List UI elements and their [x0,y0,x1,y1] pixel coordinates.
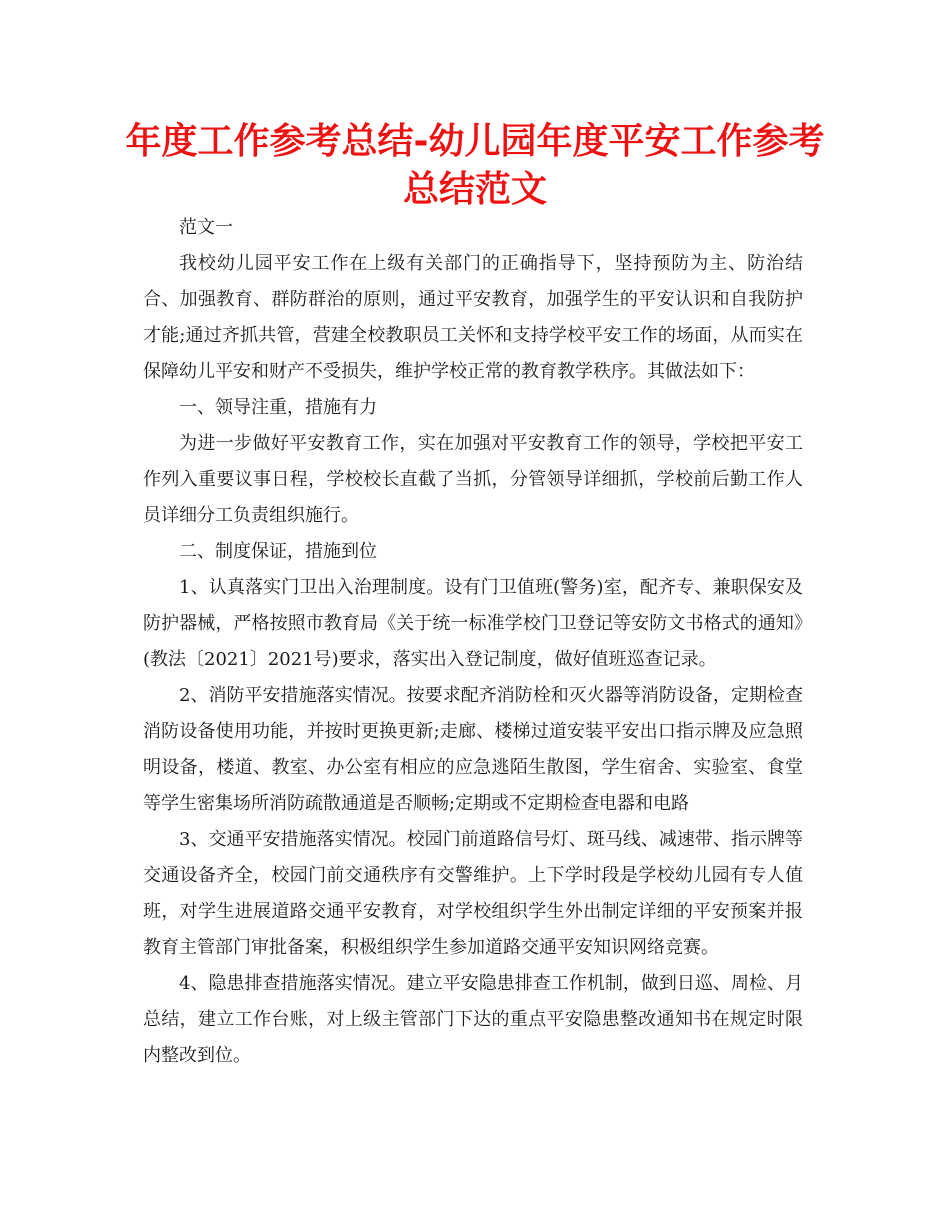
paragraph-item-4: 4、隐患排查措施落实情况。建立平安隐患排查工作机制，做到日巡、周检、月总结，建立工作台账，对上级主管部门下达的重点平安隐患整改通知书在规定时限内整改到位。 [143,973,803,1066]
paragraph-item-3: 3、交通平安措施落实情况。校园门前道路信号灯、斑马线、减速带、指示牌等交通设备齐全，校园门前交通秩序有交警维护。上下学时段是学校幼儿园有专人值班，对学生进展道路交通平安教育，对学校组织学生外出制定详细的平安预案并报教育主管部门审批备案，积极组织学生参加道路交通平安知识网络竞赛。 [143,829,803,958]
paragraph-sample-label: 范文一 [179,217,233,238]
paragraph-item-1: 1、认真落实门卫出入治理制度。设有门卫值班(警务)室，配齐专、兼职保安及防护器械，严格按照市教育局《关于统一标准学校门卫登记等安防文书格式的通知》(教法〔2021〕2021号)要求，落实出入登记制度，做好值班巡查记录。 [143,577,803,670]
paragraph-item-2: 2、消防平安措施落实情况。按要求配齐消防栓和灭火器等消防设备，定期检查消防设备使用功能，并按时更换更新;走廊、楼梯过道安装平安出口指示牌及应急照明设备，楼道、教室、办公室有相应的应急逃陌生散图，学生宿舍、实验室、食堂等学生密集场所消防疏散通道是否顺畅;定期或不定期检查电器和电路 [143,685,803,814]
section-heading-2: 二、制度保证，措施到位 [179,541,377,562]
paragraph-section-1: 为进一步做好平安教育工作，实在加强对平安教育工作的领导，学校把平安工作列入重要议事日程，学校校长直截了当抓，分管领导详细抓，学校前后勤工作人员详细分工负责组织施行。 [143,433,803,526]
document-title: 年度工作参考总结-幼儿园年度平安工作参考总结范文 [125,121,825,210]
paragraph-intro: 我校幼儿园平安工作在上级有关部门的正确指导下，坚持预防为主、防治结合、加强教育、群防群治的原则，通过平安教育，加强学生的平安认识和自我防护才能;通过齐抓共管，营建全校教职员工关怀和支持学校平安工作的场面，从而实在保障幼儿平安和财产不受损失，维护学校正常的教育教学秩序。其做法如下： [143,253,803,382]
document-body [143,210,803,1074]
section-heading-1: 一、领导注重，措施有力 [179,397,377,418]
